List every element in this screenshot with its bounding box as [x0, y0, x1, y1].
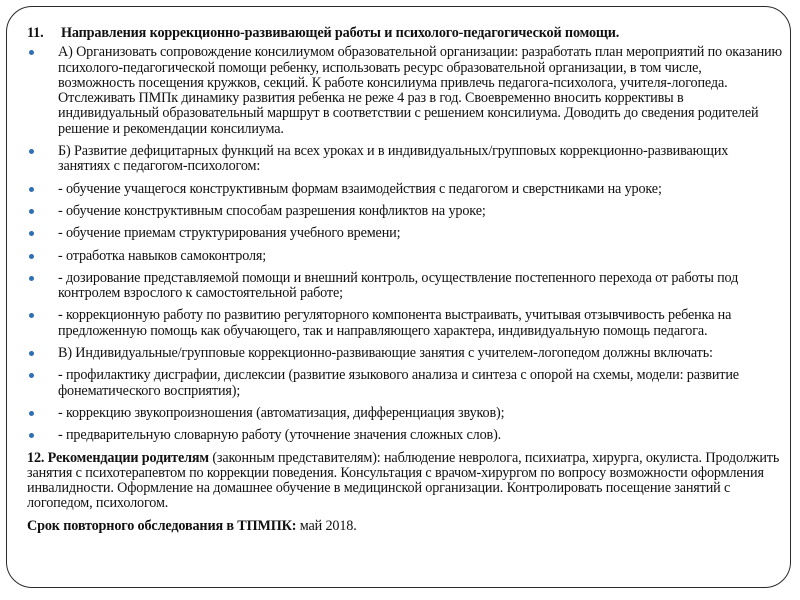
list-item	[27, 406, 782, 421]
bullet-icon	[29, 276, 34, 281]
document-body	[27, 26, 782, 541]
bullet-icon	[29, 209, 34, 214]
list-item-text: В) Индивидуальные/групповые коррекционно-развивающие занятия с учителем-логопедом должны включать:	[58, 345, 713, 362]
list-item	[27, 226, 782, 241]
reexam-value: май 2018.	[296, 517, 357, 534]
list-item	[27, 144, 782, 175]
bullet-icon	[29, 50, 34, 55]
list-item	[27, 346, 782, 361]
bullet-icon	[29, 149, 34, 154]
bullet-icon	[29, 313, 34, 318]
list-item-text: Б) Развитие дефицитарных функций на всех уроках и в индивидуальных/групповых коррекционно-развивающих занятиях с педагогом-психологом:	[58, 143, 729, 175]
section-12-label: 12. Рекомендации родителям	[27, 449, 209, 466]
list-item	[27, 271, 782, 302]
list-item	[27, 428, 782, 443]
bullet-icon	[29, 187, 34, 192]
reexam-label: Срок повторного обследования в ТПМПК:	[27, 517, 297, 534]
bullet-icon	[29, 351, 34, 356]
list-item	[27, 182, 782, 197]
list-item-text: - профилактику дисграфии, дислексии (развитие языкового анализа и синтеза с опорой на схемы, модели: развитие фонематического восприятия);	[58, 367, 739, 399]
list-item-text: - дозирование представляемой помощи и внешний контроль, осуществление постепенного перехода от работы под контролем взрослого к самостоятельной работе;	[58, 269, 739, 302]
list-item-text: - обучение учащегося конструктивным формам взаимодействия с педагогом и сверстниками на уроке;	[58, 180, 662, 197]
section-number: 11.	[27, 25, 44, 41]
list-item	[27, 204, 782, 219]
bullet-icon	[29, 411, 34, 416]
list-item-text: - обучение приемам структурирования учебного времени;	[58, 225, 401, 242]
list-item-text: - обучение конструктивным способам разрешения конфликтов на уроке;	[58, 202, 486, 219]
reexam-paragraph	[27, 519, 782, 534]
list-item-text: - отработка навыков самоконтроля;	[58, 247, 267, 264]
list-item-text: А) Организовать сопровождение консилиумом образовательной организации: разработать план мероприятий по оказанию психолого-педагогической помощи ребенку, использовать ресурс образовательной организации, в том числе, возможность посещения кружков, секций. К работе консилиума привлечь педагога-психолога, учителя-логопеда. Отслеживать ПМПк динамику развития ребенка не реже 4 раз в год. Своевременно вносить коррективы в индивидуальный образовательный маршрут в соответствии с решением консилиума. Доводить до сведения родителей решение и рекомендации консилиума.	[58, 44, 782, 137]
section-11-list	[27, 45, 782, 443]
section-12-text: (законным представителям): наблюдение невролога, психиатра, хирурга, окулиста. Продолжить занятия с психотерапевтом по коррекции поведения. Консультация с врачом-хирургом по вопросу возможности оформления инвалидности. Оформление на домашнее обучение в медицинской организации. Контролировать посещение занятий с логопедом, психологом.	[27, 449, 780, 512]
bullet-icon	[29, 231, 34, 236]
section-11-heading	[27, 26, 782, 41]
list-item	[27, 368, 782, 399]
list-item	[27, 249, 782, 264]
bullet-icon	[29, 254, 34, 259]
list-item-text: - коррекционную работу по развитию регуляторного компонента выстраивать, учитывая отзывчивость ребенка на предложенную помощь как обучающего, так и направляющего характера, индивидуальную помощь педагога.	[58, 307, 732, 339]
list-item	[27, 308, 782, 339]
bullet-icon	[29, 373, 34, 378]
list-item	[27, 45, 782, 137]
section-title: Направления коррекционно-развивающей работы и психолого-педагогической помощи.	[61, 25, 620, 41]
list-item-text: - коррекцию звукопроизношения (автоматизация, дифференциация звуков);	[58, 404, 505, 421]
section-12-paragraph	[27, 451, 782, 512]
list-item-text: - предварительную словарную работу (уточнение значения сложных слов).	[58, 427, 502, 444]
bullet-icon	[29, 433, 34, 438]
